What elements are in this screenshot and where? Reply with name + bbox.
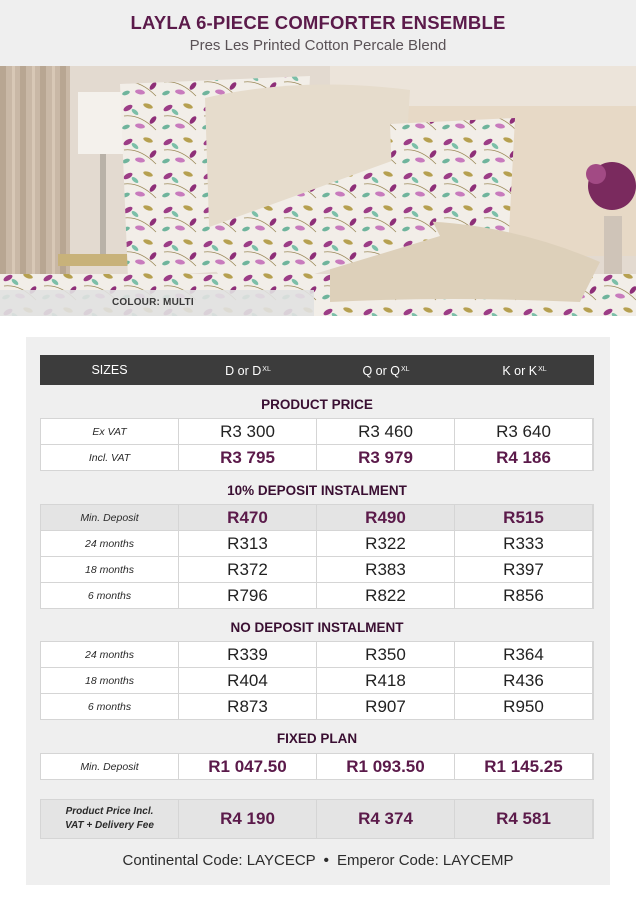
row-label: Incl. VAT [41, 445, 178, 470]
table-row [41, 694, 593, 719]
price-cell: R856 [455, 583, 592, 608]
table-row [41, 754, 593, 779]
price-cell: R3 460 [317, 419, 454, 444]
price-cell: R404 [179, 668, 316, 693]
price-cell: R873 [179, 694, 316, 719]
no-deposit-instalment-table [40, 641, 594, 720]
table-row [41, 642, 593, 667]
price-cell: R350 [317, 642, 454, 667]
deposit-instalment-heading: 10% DEPOSIT INSTALMENT [227, 483, 407, 498]
size-column-d: D or $D^{XL}$ [225, 364, 271, 378]
price-cell: R372 [179, 557, 316, 582]
price-cell: R322 [317, 531, 454, 556]
price-cell: R313 [179, 531, 316, 556]
price-cell: R950 [455, 694, 592, 719]
continental-label: Continental Code: [122, 852, 243, 869]
row-label: 6 months [41, 583, 178, 608]
product-codes [26, 852, 610, 869]
bedroom-illustration [0, 66, 636, 316]
table-row [41, 419, 593, 444]
product-price-table [40, 418, 594, 471]
fixed-plan-table [40, 753, 594, 780]
price-cell: R515 [455, 505, 592, 530]
sizes-label: SIZES [91, 363, 128, 377]
price-cell: R339 [179, 642, 316, 667]
price-cell: R796 [179, 583, 316, 608]
price-cell: R397 [455, 557, 592, 582]
price-cell: R3 640 [455, 419, 592, 444]
continental-code: LAYCECP [246, 852, 316, 869]
pricing-panel [26, 337, 610, 885]
size-column-q: Q or $Q^{XL}$ [362, 364, 410, 378]
fixed-plan-heading: FIXED PLAN [276, 731, 358, 746]
price-cell: R364 [455, 642, 592, 667]
table-row [41, 557, 593, 582]
emperor-code: LAYCEMP [442, 852, 514, 869]
price-cell: R3 795 [179, 445, 316, 470]
row-label: Ex VAT [41, 419, 178, 444]
table-row [41, 800, 593, 838]
price-cell: R470 [179, 505, 316, 530]
price-cell: R333 [455, 531, 592, 556]
row-label: 18 months [41, 668, 178, 693]
size-column-k: K or $K^{XL}$ [502, 364, 547, 378]
price-cell: R1 145.25 [455, 754, 592, 779]
separator: • [323, 852, 329, 869]
colour-label: COLOUR: MULTI [0, 290, 314, 316]
product-price-heading: PRODUCT PRICE [261, 397, 373, 412]
row-label: Min. Deposit [41, 754, 178, 779]
price-cell: R3 300 [179, 419, 316, 444]
table-row [41, 531, 593, 556]
table-row [41, 505, 593, 530]
row-label: 18 months [41, 557, 178, 582]
price-cell: R436 [455, 668, 592, 693]
price-cell: R383 [317, 557, 454, 582]
page-header [0, 0, 636, 66]
total-label: Product Price Incl. VAT + Delivery Fee [41, 800, 178, 838]
page-subtitle: Pres Les Printed Cotton Percale Blend [189, 37, 447, 54]
row-label: Min. Deposit [41, 505, 178, 530]
price-cell: R490 [317, 505, 454, 530]
price-cell: R907 [317, 694, 454, 719]
table-row [41, 445, 593, 470]
price-cell: R418 [317, 668, 454, 693]
no-deposit-instalment-heading: NO DEPOSIT INSTALMENT [230, 620, 404, 635]
row-label: 6 months [41, 694, 178, 719]
emperor-label: Emperor Code: [337, 852, 439, 869]
price-cell: R3 979 [317, 445, 454, 470]
total-price-cell: R4 374 [317, 800, 454, 838]
total-price-cell: R4 190 [179, 800, 316, 838]
total-price-table [40, 799, 594, 839]
row-label: 24 months [41, 531, 178, 556]
page-title: LAYLA 6-PIECE COMFORTER ENSEMBLE [130, 12, 506, 33]
product-photo [0, 66, 636, 316]
row-label: 24 months [41, 642, 178, 667]
table-row [41, 583, 593, 608]
deposit-instalment-table [40, 504, 594, 609]
total-price-cell: R4 581 [455, 800, 592, 838]
price-cell: R1 093.50 [317, 754, 454, 779]
price-cell: R1 047.50 [179, 754, 316, 779]
price-cell: R822 [317, 583, 454, 608]
table-row [41, 668, 593, 693]
sizes-header-row [40, 355, 594, 385]
price-cell: R4 186 [455, 445, 592, 470]
